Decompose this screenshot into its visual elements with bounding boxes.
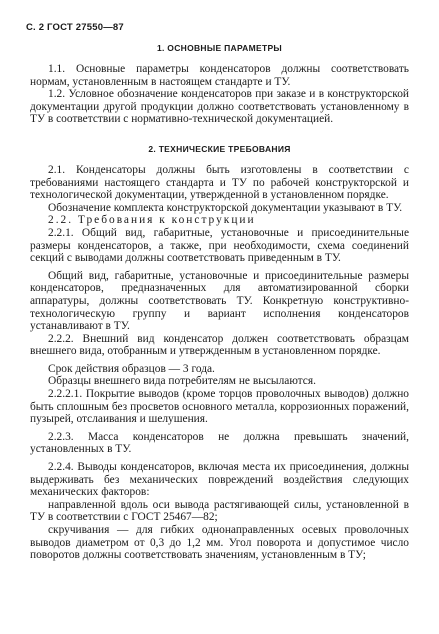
paragraph-general-view: Общий вид, габаритные, установочные и присоединительные размеры конденсаторов, предназначенных для автоматизированной сборки аппаратуры, должны соответствовать ТУ. Конкретную конструктивно-технологическую группу и вариант исполнения конденсаторов устанавливают в ТУ. <box>30 269 409 333</box>
paragraph-2-2-2: 2.2.2. Внешний вид конденсатор должен соответствовать образцам внешнего вида, отобранным и утвержденным в установленном порядке. <box>30 332 409 358</box>
page-header: С. 2 ГОСТ 27550—87 <box>26 22 124 33</box>
paragraph-2-2-heading: 2.2. Требования к конструкции <box>48 214 256 227</box>
paragraph-1-1: 1.1. Основные параметры конденсаторов должны соответствовать нормам, установленным в настоящем стандарте и ТУ. <box>30 63 409 88</box>
section-title-basic-parameters: 1. ОСНОВНЫЕ ПАРАМЕТРЫ <box>156 43 283 53</box>
paragraph-kit-designation: Обозначение комплекта конструкторской документации указывают в ТУ. <box>48 201 403 214</box>
paragraph-twisting: скручивания — для гибких однонаправленных осевых проволочных выводов диаметром от 0,3 до 1,2 мм. Угол поворота и допустимое число поворотов должны соответствовать значениям, установленным в ТУ; <box>30 524 409 562</box>
paragraph-2-2-1: 2.2.1. Общий вид, габаритные, установочные и присоединительные размеры конденсаторов, а также, при необходимости, схема соединений секций с выводами должны соответствовать приведенным в ТУ. <box>30 226 409 265</box>
paragraph-1-2: 1.2. Условное обозначение конденсаторов при заказе и в конструкторской документации другой продукции должно соответствовать установленному в ТУ в соответствии с нормативно-технической документацией. <box>30 88 409 126</box>
paragraph-samples-term: Срок действия образцов — 3 года. <box>48 362 215 375</box>
paragraph-tensile-force: направленной вдоль оси вывода растягивающей силы, установленной в ТУ в соответствии с ГОСТ 25467—82; <box>30 498 409 524</box>
paragraph-2-2-3: 2.2.3. Масса конденсаторов не должна превышать значений, установленных в ТУ. <box>30 430 409 456</box>
paragraph-2-1: 2.1. Конденсаторы должны быть изготовлены в соответствии с требованиями настоящего стандарта и ТУ по рабочей конструкторской и технологической документации, утвержденной в установленном порядке. <box>30 163 409 202</box>
paragraph-2-2-4: 2.2.4. Выводы конденсаторов, включая места их присоединения, должны выдерживать без механических повреждений воздействия следующих механических факторов: <box>30 461 409 499</box>
paragraph-samples-not-sent: Образцы внешнего вида потребителям не высылаются. <box>48 375 316 388</box>
paragraph-2-2-2-1: 2.2.2.1. Покрытие выводов (кроме торцов проволочных выводов) должно быть сплошным без просветов основного металла, коррозионных поражений, пузырей, отслаивания и шелушения. <box>30 388 409 426</box>
section-title-technical-requirements: 2. ТЕХНИЧЕСКИЕ ТРЕБОВАНИЯ <box>148 143 291 154</box>
